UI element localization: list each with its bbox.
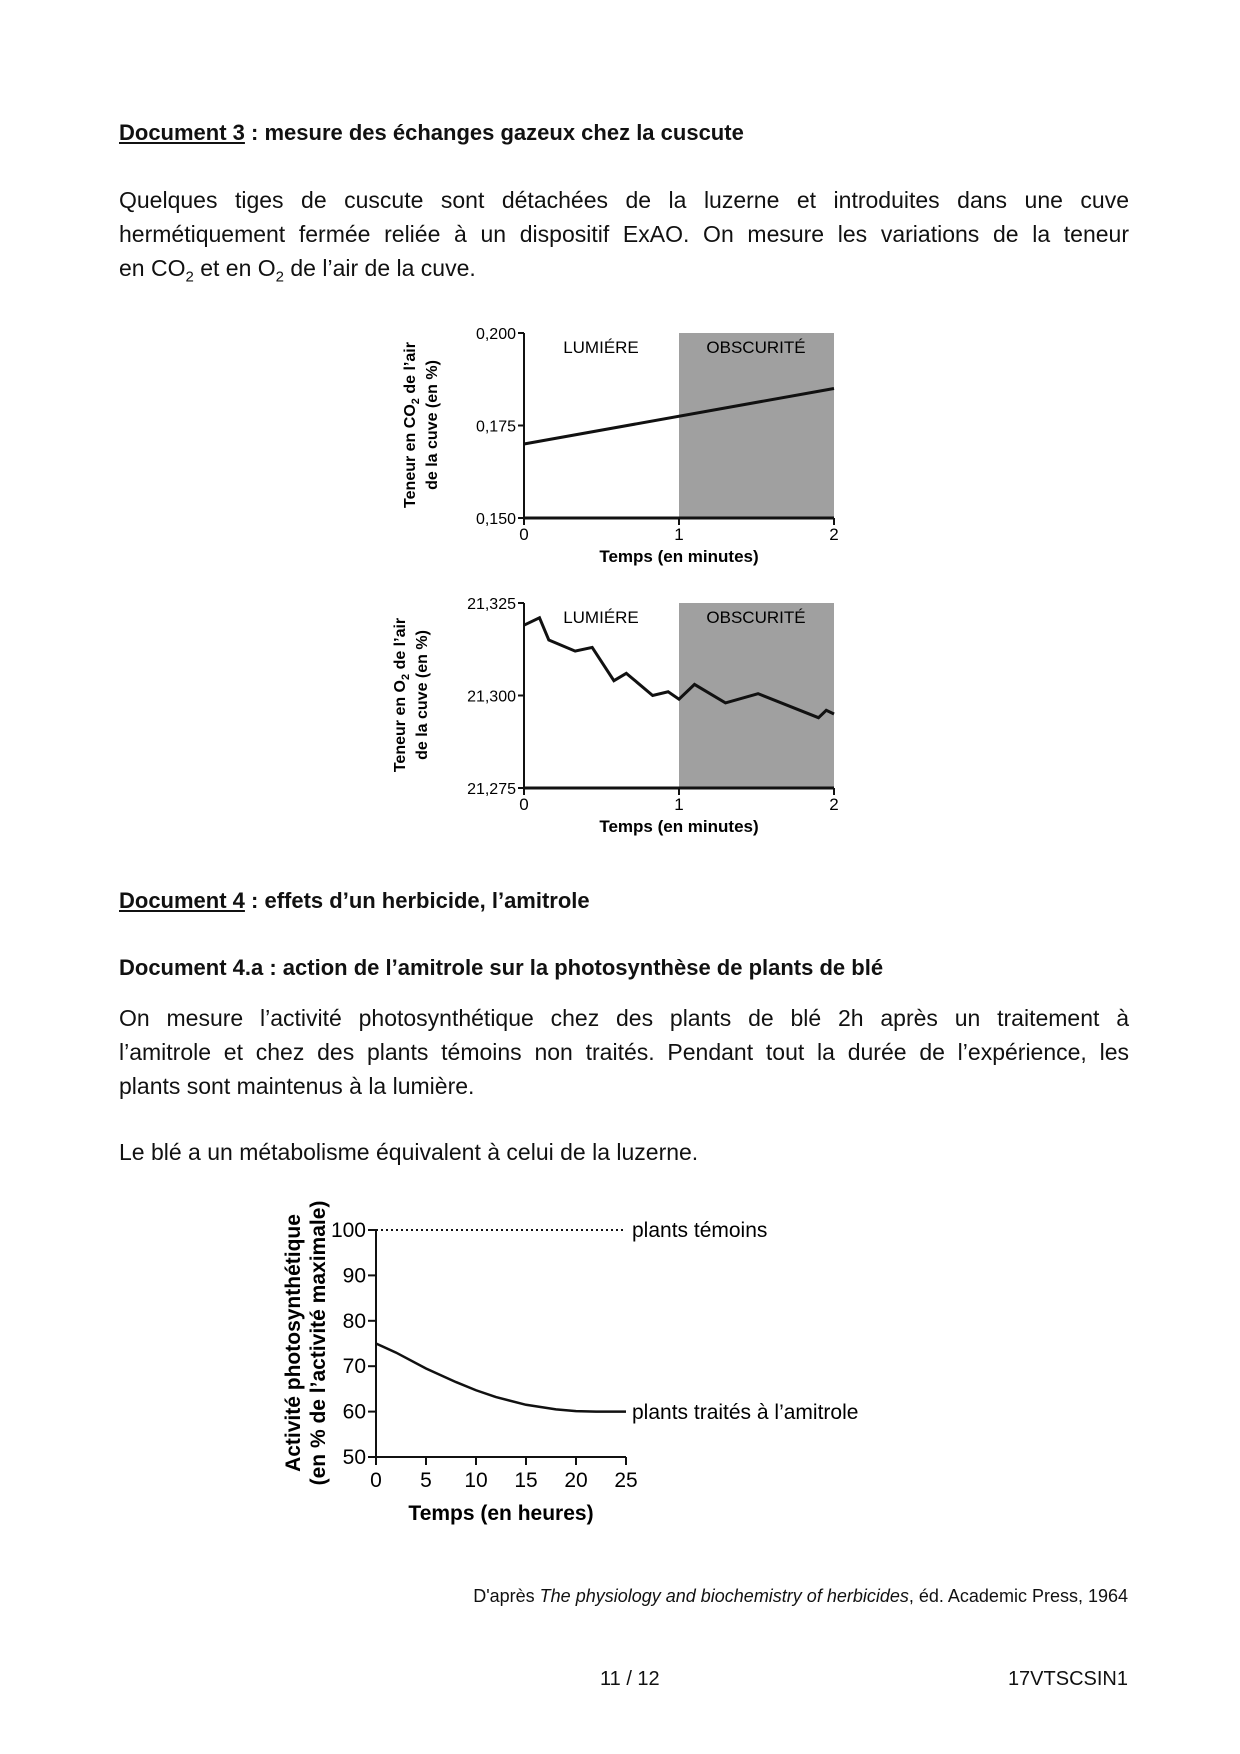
svg-text:(en % de l’activité maximale): (en % de l’activité maximale) [307, 1200, 330, 1486]
document3-label: Document 3 [119, 120, 245, 145]
activity-y-tick-label: 70 [342, 1355, 366, 1379]
document4-para2: Le blé a un métabolisme équivalent à celui de la luzerne. [119, 1139, 699, 1165]
document4a-heading: Document 4.a : action de l’amitrole sur la photosynthèse de plants de blé [119, 955, 884, 980]
document4-heading [119, 888, 590, 914]
document3-para-line2: hermétiquement fermée reliée à un dispositif ExAO. On mesure les variations de la teneur [119, 221, 1129, 247]
document4-para1-line1: On mesure l’activité photosynthétique chez des plants de blé 2h après un traitement à [119, 1005, 1129, 1031]
svg-text:Teneur en CO2 de l’air: Teneur en $CO_2$ de l’air [402, 342, 422, 508]
o2-x-tick-label: 2 [829, 795, 839, 814]
text-co: en CO [119, 255, 186, 281]
o2-x-tick-label: 1 [674, 795, 684, 814]
document4-para1-line2: l’amitrole et chez des plants témoins non traités. Pendant tout la durée de l’expérience, les [119, 1039, 1129, 1065]
o2-region-light-label: LUMIÉRE [563, 608, 639, 627]
co2-y-tick-label: 0,150 [475, 511, 516, 528]
document3-para-line1: Quelques tiges de cuscute sont détachées de la luzerne et introduites dans une cuve [119, 187, 1129, 213]
treated-series-line [376, 1344, 626, 1412]
co2-x-tick-label: 1 [674, 525, 684, 544]
document3-title: : mesure des échanges gazeux chez la cuscute [244, 120, 744, 145]
co2-ylabel [402, 342, 441, 508]
document4-title: : effets d’un herbicide, l’amitrole [244, 888, 590, 913]
source-citation [358, 1586, 1128, 1607]
co2-dark-region [679, 333, 834, 518]
o2-ylabel [392, 618, 431, 772]
co2-region-light-label: LUMIÉRE [563, 338, 639, 357]
control-series-label: plants témoins [632, 1219, 768, 1242]
activity-y-tick-label: 60 [342, 1400, 366, 1424]
document3-para-line3: en $CO_2$ et en $O_2$ de l’air de la cuve. [119, 255, 476, 286]
activity-x-tick-label: 0 [370, 1469, 382, 1492]
o2-y-tick-label: 21,325 [467, 596, 516, 613]
co2-y-tick-label: 0,200 [475, 326, 516, 343]
o2-chart [392, 585, 855, 845]
co2-x-tick-label: 2 [829, 525, 839, 544]
document-code: 17VTSCSIN1 [1007, 1668, 1128, 1690]
document4-para1-line3: plants sont maintenus à la lumière. [119, 1073, 475, 1099]
co2-region-dark-label: OBSCURITÉ [706, 338, 806, 357]
activity-y-tick-label: 50 [342, 1446, 366, 1469]
svg-text:Activité photosynthétique: Activité photosynthétique [282, 1214, 305, 1472]
activity-x-tick-label: 10 [464, 1469, 488, 1492]
co2-xlabel: Temps (en minutes) [599, 547, 759, 566]
svg-text:de la cuve (en %): de la cuve (en %) [424, 360, 441, 490]
co2-chart [395, 315, 855, 575]
activity-y-tick-label: 90 [342, 1264, 366, 1288]
activity-x-tick-label: 25 [614, 1469, 638, 1492]
o2-xlabel: Temps (en minutes) [599, 817, 759, 836]
document3-heading [119, 120, 744, 146]
activity-y-tick-label: 100 [330, 1219, 366, 1242]
activity-xlabel: Temps (en heures) [408, 1502, 594, 1525]
activity-chart [280, 1195, 1000, 1555]
text-o: et en O [193, 255, 276, 281]
o2-region-dark-label: OBSCURITÉ [706, 608, 806, 627]
document4-label: Document 4 [119, 888, 245, 913]
activity-y-tick-label: 80 [342, 1309, 366, 1333]
page-number: 11 / 12 [600, 1668, 660, 1690]
activity-ylabel [282, 1201, 330, 1486]
activity-x-tick-label: 5 [420, 1469, 432, 1492]
source-prefix: D'après [473, 1586, 540, 1606]
o2-x-tick-label: 0 [519, 795, 529, 814]
svg-text:Teneur en O2 de l’air: Teneur en $O_2$ de l’air [392, 617, 412, 773]
o2-y-tick-label: 21,275 [467, 781, 516, 798]
treated-series-label: plants traités à l’amitrole [632, 1401, 859, 1424]
co2-x-tick-label: 0 [519, 525, 529, 544]
activity-x-tick-label: 15 [514, 1469, 538, 1492]
o2-y-tick-label: 21,300 [467, 688, 516, 706]
source-suffix: , éd. Academic Press, 1964 [908, 1586, 1128, 1606]
svg-text:de la cuve (en %): de la cuve (en %) [414, 630, 431, 760]
activity-x-tick-label: 20 [564, 1469, 588, 1492]
co2-y-tick-label: 0,175 [475, 418, 516, 436]
source-title: The physiology and biochemistry of herbicides [539, 1586, 909, 1606]
text-air: de l’air de la cuve. [284, 255, 476, 281]
